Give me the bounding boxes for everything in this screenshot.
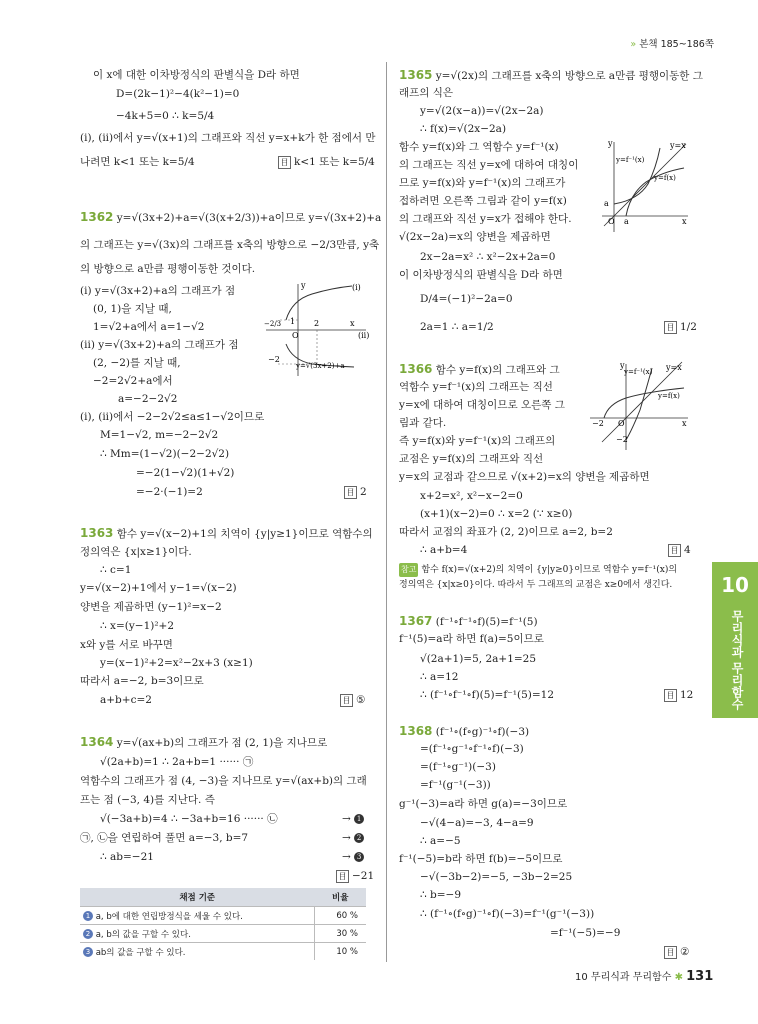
- text-line: (i), (ii)에서 y=√(x+1)의 그래프와 직선 y=x+k가 한 점에서 만: [80, 132, 376, 144]
- text-line: =−2·(−1)=2: [136, 486, 203, 498]
- problem-1368: 1368 (f⁻¹∘(f∘g)⁻¹∘f)(−3): [399, 724, 530, 738]
- answer-icon: 目: [664, 689, 677, 702]
- text-line: ∴ x=(y−1)²+2: [100, 620, 175, 632]
- step-marker: → 2: [342, 831, 364, 845]
- text-line: x+2=x², x²−x−2=0: [420, 490, 523, 502]
- answer: 目 12: [664, 688, 693, 702]
- text-line: f⁻¹(5)=a라 하면 f(a)=5이므로: [399, 633, 544, 645]
- answer: 目 2: [344, 485, 367, 499]
- text-line: 교점은 y=f(x)의 그래프와 직선: [399, 453, 544, 465]
- graph-label: y: [608, 139, 613, 148]
- step-marker: → 3: [342, 850, 364, 864]
- graph-label: O: [292, 331, 299, 340]
- table-header: 비율: [315, 888, 367, 907]
- answer: 目 ⑤: [340, 693, 365, 707]
- text-line: =−2(1−√2)(1+√2): [136, 467, 235, 479]
- text-line: y=(x−1)²+2=x²−2x+3 (x≥1): [100, 657, 253, 669]
- text-line: 의 방향으로 a만큼 평행이동한 것이다.: [80, 263, 256, 275]
- note: 참고 함수 f(x)=√(x+2)의 치역이 {y|y≥0}이므로 역함수 y=f⁻¹(x)의: [401, 565, 678, 575]
- answer-icon: 目: [664, 321, 677, 334]
- page-footer: 10 무리식과 무리함수 ✱ 131: [575, 969, 714, 984]
- text-line: √(2a+1)=5, 2a+1=25: [420, 653, 537, 665]
- text-line: ∴ b=−9: [420, 889, 462, 901]
- text-line: a=−2−2√2: [118, 393, 178, 405]
- text-line: √(2x−2a)=x의 양변을 제곱하면: [399, 231, 551, 243]
- text-line: −√(4−a)=−3, 4−a=9: [420, 817, 534, 829]
- graph-label: (i): [352, 283, 361, 292]
- problem-1366: 1366 함수 y=f(x)의 그래프와 그: [399, 362, 560, 376]
- text-line: f⁻¹(−5)=b라 하면 f(b)=−5이므로: [399, 853, 563, 865]
- graph-label: y=x: [670, 141, 686, 150]
- text-line: y=√(x−2)+1에서 y−1=√(x−2): [80, 582, 237, 594]
- text-line: x와 y를 서로 바꾸면: [80, 639, 173, 651]
- table-row: 1 a, b에 대한 연립방정식을 세울 수 있다. 60 %: [80, 907, 366, 925]
- text-line: y=√(2(x−a))=√(2x−2a): [420, 105, 544, 117]
- graph-label: x: [682, 217, 687, 226]
- answer-icon: 目: [278, 156, 291, 169]
- problem-1367: 1367 (f⁻¹∘f⁻¹∘f)(5)=f⁻¹(5): [399, 614, 538, 628]
- graph-label: y=√(3x+2)+a: [296, 362, 345, 370]
- graph-label: −2: [268, 355, 280, 364]
- text-line: =f⁻¹(g⁻¹(−3)): [420, 779, 491, 791]
- text-line: 림과 같다.: [399, 417, 447, 429]
- graph-label: a: [624, 217, 629, 226]
- chapter-title: 무리식과 무리함수: [730, 610, 744, 711]
- table-row: 3 ab의 값을 구할 수 있다. 10 %: [80, 943, 366, 961]
- text-line: ∴ f(x)=√(2x−2a): [420, 123, 507, 135]
- graph-label: y=f(x): [658, 392, 680, 400]
- answer: 目 1/2: [664, 320, 697, 334]
- text-line: 므로 y=f(x)와 y=f⁻¹(x)의 그래프가: [399, 177, 566, 189]
- text-line: D=(2k−1)²−4(k²−1)=0: [116, 88, 240, 100]
- graph-label: x: [350, 319, 355, 328]
- text-line: ∴ Mm=(1−√2)(−2−2√2): [100, 448, 230, 460]
- text-line: ∴ a+b=4: [420, 544, 468, 556]
- graph-1365: [598, 138, 692, 234]
- graph-1362: [262, 280, 374, 380]
- chapter-number: 10: [712, 562, 758, 608]
- text-line: 함수 y=f(x)와 그 역함수 y=f⁻¹(x): [399, 141, 559, 153]
- graph-label: y=f(x): [654, 174, 676, 182]
- problem-1363: 1363 함수 y=√(x−2)+1의 치역이 {y|y≥1}이므로 역함수의: [80, 526, 373, 540]
- answer: 目 −21: [336, 869, 374, 883]
- text-line: 2a=1 ∴ a=1/2: [420, 321, 494, 333]
- text-line: a+b+c=2: [100, 694, 152, 706]
- text-line: ∴ (f⁻¹∘f⁻¹∘f)(5)=f⁻¹(5)=12: [420, 689, 555, 701]
- graph-label: −2: [616, 435, 628, 444]
- text-line: 접하려면 오른쪽 그림과 같이 y=f(x): [399, 195, 567, 207]
- table-row: 2 a, b의 값을 구할 수 있다. 30 %: [80, 925, 366, 943]
- graph-label: 1: [290, 317, 296, 326]
- scoring-table: [80, 888, 366, 960]
- text-line: =f⁻¹(−5)=−9: [550, 927, 621, 939]
- graph-label: y=f⁻¹(x): [624, 368, 653, 376]
- text-line: =(f⁻¹∘g⁻¹)(−3): [420, 761, 496, 773]
- graph-label: y=x: [666, 363, 682, 372]
- column-divider: [386, 62, 387, 962]
- text-line: 즉 y=f(x)와 y=f⁻¹(x)의 그래프의: [399, 435, 556, 447]
- graph-label: 2: [314, 319, 320, 328]
- answer-icon: 目: [344, 486, 357, 499]
- graph-1366: [586, 360, 692, 452]
- graph-label: y: [620, 361, 625, 370]
- graph-label: O: [618, 419, 625, 428]
- text-line: (i), (ii)에서 −2−2√2≤a≤1−√2이므로: [80, 411, 265, 423]
- text-line: g⁻¹(−3)=a라 하면 g(a)=−3이므로: [399, 798, 568, 810]
- text-line: 나려면 k<1 또는 k=5/4: [80, 156, 195, 168]
- text-line: (ii) y=√(3x+2)+a의 그래프가 점: [80, 339, 239, 351]
- text-line: 정의역은 {x|x≥1}이다.: [80, 546, 192, 558]
- problem-1365: 1365 y=√(2x)의 그래프를 x축의 방향으로 a만큼 평행이동한 그: [399, 68, 703, 82]
- text-line: 이 이차방정식의 판별식을 D라 하면: [399, 269, 563, 281]
- note: 정의역은 {x|x≥0}이다. 따라서 두 그래프의 교점은 x≥0에서 생긴다.: [399, 580, 673, 590]
- answer-icon: 目: [340, 694, 353, 707]
- problem-1364: 1364 y=√(ax+b)의 그래프가 점 (2, 1)을 지나므로: [80, 735, 328, 749]
- text-line: ∴ a=−5: [420, 835, 461, 847]
- text-line: 래프의 식은: [399, 87, 454, 99]
- graph-label: y: [301, 281, 306, 290]
- text-line: 이 x에 대한 이차방정식의 판별식을 D라 하면: [93, 69, 300, 81]
- text-line: 2x−2a=x² ∴ x²−2x+2a=0: [420, 251, 556, 263]
- text-line: (i) y=√(3x+2)+a의 그래프가 점: [80, 285, 236, 297]
- text-line: (2, −2)를 지날 때,: [93, 357, 181, 369]
- text-line: −√(−3b−2)=−5, −3b−2=25: [420, 871, 573, 883]
- page-number: 131: [686, 969, 714, 984]
- text-line: 따라서 a=−2, b=3이므로: [80, 675, 204, 687]
- text-line: ∴ ab=−21: [100, 851, 154, 863]
- text-line: y=x의 교점과 같으므로 √(x+2)=x의 양변을 제곱하면: [399, 471, 650, 483]
- section-ref: » 본책 185~186쪽: [630, 39, 714, 50]
- text-line: 의 그래프와 직선 y=x가 접해야 한다.: [399, 213, 572, 225]
- answer: 目 ②: [664, 945, 689, 959]
- text-line: ∴ (f⁻¹∘(f∘g)⁻¹∘f)(−3)=f⁻¹(g⁻¹(−3)): [420, 908, 595, 920]
- text-line: −2=2√2+a에서: [93, 375, 173, 387]
- text-line: (x+1)(x−2)=0 ∴ x=2 (∵ x≥0): [420, 508, 573, 520]
- note-tag: 참고: [399, 563, 418, 577]
- answer-icon: 目: [664, 946, 677, 959]
- text-line: M=1−√2, m=−2−2√2: [100, 429, 219, 441]
- text-line: √(2a+b)=1 ∴ 2a+b=1 ······ ㉠: [100, 756, 254, 768]
- text-line: 따라서 교점의 좌표가 (2, 2)이므로 a=2, b=2: [399, 526, 613, 538]
- text-line: D/4=(−1)²−2a=0: [420, 293, 513, 305]
- text-line: √(−3a+b)=4 ∴ −3a+b=16 ······ ㉡: [100, 813, 278, 825]
- text-line: (0, 1)을 지날 때,: [93, 303, 172, 315]
- answer-icon: 目: [668, 544, 681, 557]
- text-line: =(f⁻¹∘g⁻¹∘f⁻¹∘f)(−3): [420, 743, 524, 755]
- text-line: ㉠, ㉡을 연립하여 풀면 a=−3, b=7: [80, 832, 249, 844]
- text-line: 양변을 제곱하면 (y−1)²=x−2: [80, 601, 222, 613]
- text-line: ∴ c=1: [100, 564, 132, 576]
- graph-label: a: [604, 199, 609, 208]
- graph-label: O: [608, 217, 615, 226]
- text-line: 역함수 y=f⁻¹(x)의 그래프는 직선: [399, 381, 553, 393]
- answer: 目 4: [668, 543, 691, 557]
- text-line: y=x에 대하여 대칭이므로 오른쪽 그: [399, 399, 565, 411]
- answer-icon: 目: [336, 870, 349, 883]
- graph-label: y=f⁻¹(x): [616, 156, 645, 164]
- graph-label: x: [682, 419, 687, 428]
- text-line: 의 그래프는 직선 y=x에 대하여 대칭이: [399, 159, 579, 171]
- text-line: −4k+5=0 ∴ k=5/4: [116, 110, 215, 122]
- graph-label: −2: [592, 419, 604, 428]
- text-line: 프는 점 (−3, 4)를 지난다. 즉: [80, 794, 215, 806]
- answer: 目 k<1 또는 k=5/4: [278, 155, 375, 169]
- table-header: 채점 기준: [80, 888, 315, 907]
- step-marker: → 1: [342, 812, 364, 826]
- text-line: 의 그래프는 y=√(3x)의 그래프를 x축의 방향으로 −2/3만큼, y축: [80, 239, 380, 251]
- graph-label: (ii): [358, 331, 370, 340]
- problem-1362: 1362 y=√(3x+2)+a=√(3(x+2/3))+a이므로 y=√(3x+2)+a: [80, 210, 382, 224]
- text-line: ∴ a=12: [420, 671, 459, 683]
- text-line: 1=√2+a에서 a=1−√2: [93, 321, 205, 333]
- graph-label: −2/3: [264, 320, 282, 328]
- text-line: 역함수의 그래프가 점 (4, −3)을 지나므로 y=√(ax+b)의 그래: [80, 775, 367, 787]
